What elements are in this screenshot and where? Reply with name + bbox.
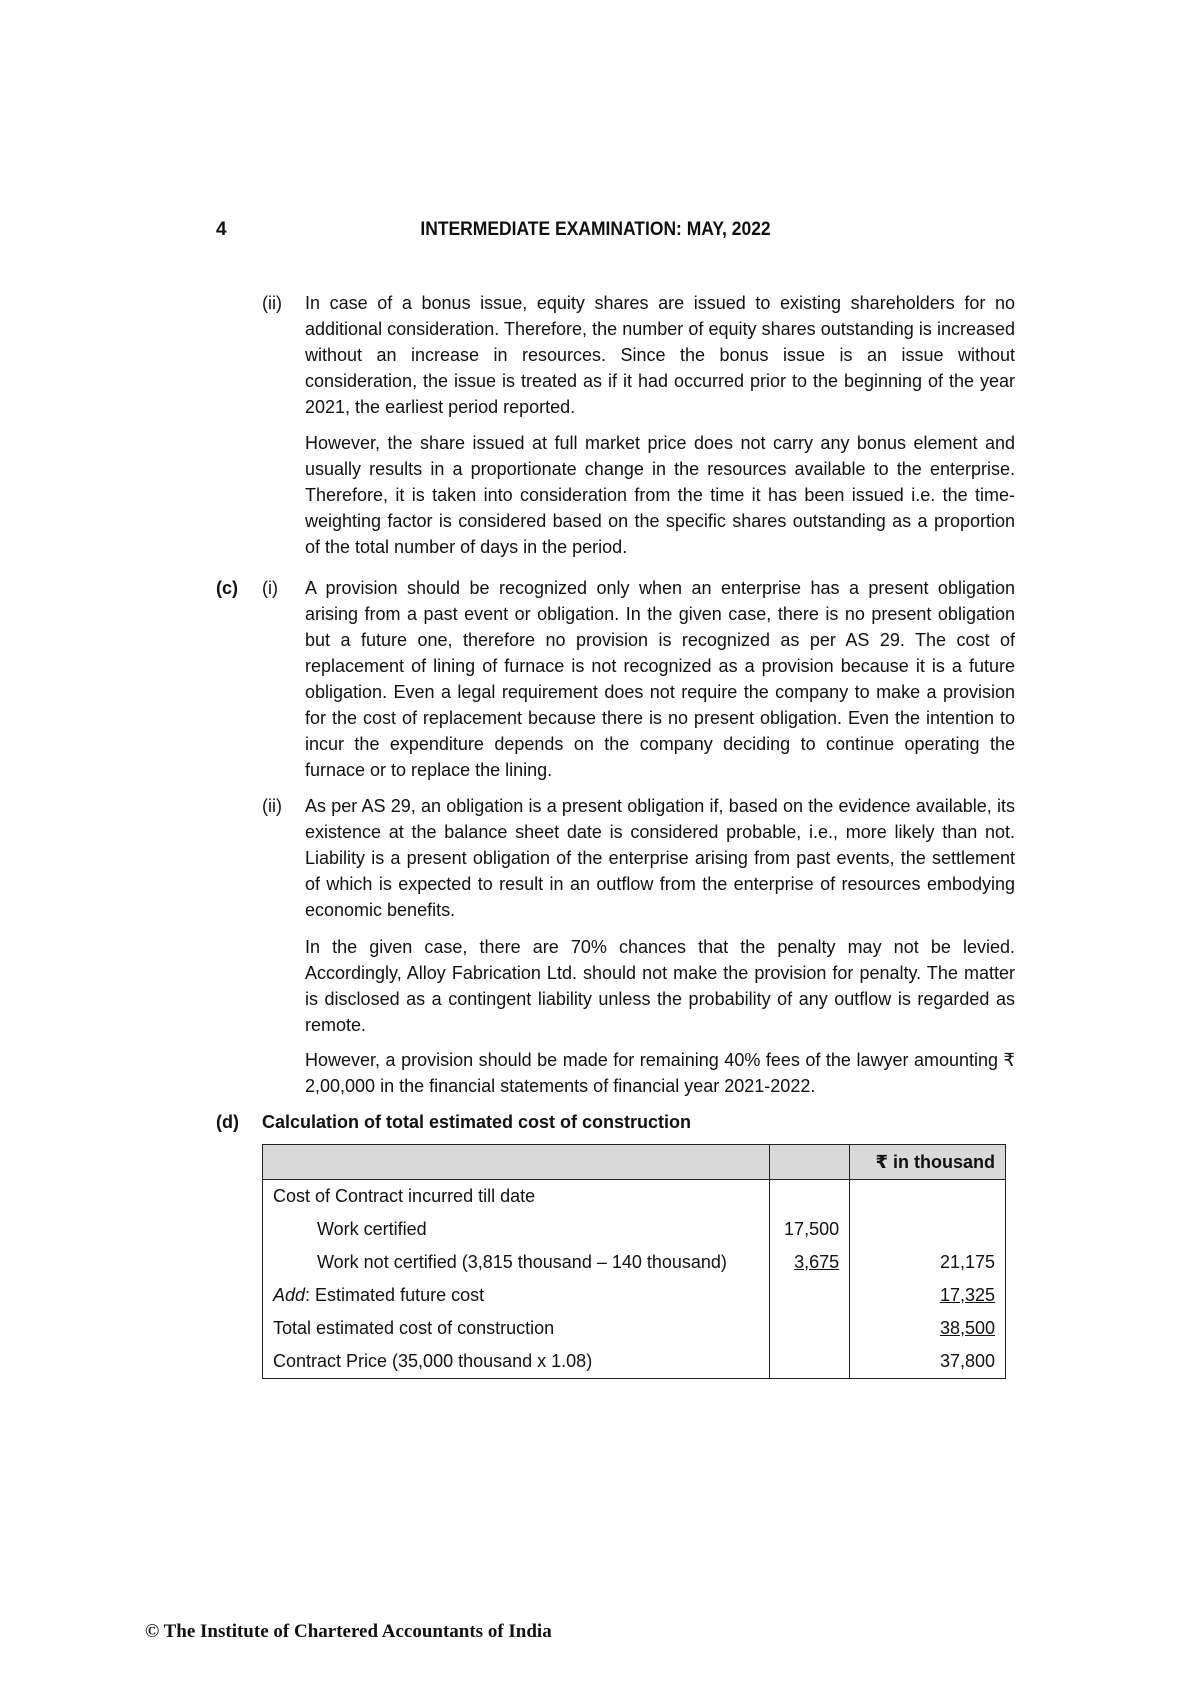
part-label-c: (c): [216, 578, 238, 598]
table-row: [263, 1312, 1006, 1345]
section-heading: Calculation of total estimated cost of construction: [262, 1112, 692, 1132]
paragraph-lawyer-fees: However, a provision should be made for remaining 40% fees of the lawyer amounting ₹ 2,00,000 in the financial statements of financial year 2021-2022.: [305, 1050, 1015, 1096]
table-row: [263, 1180, 1006, 1214]
table-header-cell: [770, 1145, 850, 1180]
cost-table: [262, 1144, 1006, 1379]
table-header-row: [263, 1145, 1006, 1180]
table-header-unit: ₹ in thousand: [850, 1145, 1006, 1180]
paragraph-penalty: In the given case, there are 70% chances that the penalty may not be levied. Accordingly, Alloy Fabrication Ltd. should not make the provision for penalty. The matter is disclosed as a contingent liability unless the probability of any outflow is regarded as remote.: [305, 937, 1015, 1035]
page-header-title: INTERMEDIATE EXAMINATION: MAY, 2022: [420, 219, 771, 240]
row-label-rest: : Estimated future cost: [305, 1285, 485, 1305]
row-mid-value: 3,675: [794, 1252, 840, 1272]
page-number: 4: [216, 219, 227, 240]
row-right-value: 21,175: [850, 1246, 1006, 1279]
paragraph-full-market-price: However, the share issued at full market price does not carry any bonus element and usually results in a proportionate change in the resources available to the enterprise. Therefore, it is taken into consideration from the time it has been issued i.e. the time-weighting factor is considered based on the specific shares outstanding as a proportion of the total number of days in the period.: [305, 433, 1015, 557]
row-label: Total estimated cost of construction: [263, 1312, 770, 1345]
row-label: [263, 1279, 770, 1312]
row-mid-value: 17,500: [770, 1213, 850, 1246]
sub-label-ii: (ii): [262, 293, 282, 313]
row-label-italic: Add: [273, 1285, 306, 1305]
sub-label-i: (i): [262, 578, 278, 598]
paragraph-provision-recognition: A provision should be recognized only when an enterprise has a present obligation arising from a past event or obligation. In the given case, there is no present obligation but a future one, therefore no provision is recognized as per AS 29. The cost of replacement of lining of furnace is not recognized as a provision because it is a future obligation. Even a legal requirement does not require the company to make a provision for the cost of replacement because there is no present obligation. Even the intention to incur the expenditure depends on the company deciding to continue operating the furnace or to replace the lining.: [305, 578, 1015, 780]
row-right-value: 17,325: [939, 1285, 995, 1305]
paragraph-bonus-issue: In case of a bonus issue, equity shares are issued to existing shareholders for no additional consideration. Therefore, the number of equity shares outstanding is increased without an increase in resources. Since the bonus issue is an issue without consideration, the issue is treated as if it had occurred prior to the beginning of the year 2021, the earliest period reported.: [305, 293, 1015, 417]
table-header-cell: [263, 1145, 770, 1180]
row-right-value: 37,800: [850, 1345, 1006, 1379]
sub-label-ii: (ii): [262, 796, 282, 816]
paragraph-present-obligation: As per AS 29, an obligation is a present obligation if, based on the evidence available, its existence at the balance sheet date is considered probable, i.e., more likely than not. Liability is a present obligation of the enterprise arising from past events, the settlement of which is expected to result in an outflow from the enterprise of resources embodying economic benefits.: [305, 796, 1015, 920]
row-label: Contract Price (35,000 thousand x 1.08): [263, 1345, 770, 1379]
row-label: Cost of Contract incurred till date: [263, 1180, 770, 1214]
footer-copyright: © The Institute of Chartered Accountants of India: [145, 1621, 552, 1642]
table-row: [263, 1213, 1006, 1246]
table-row: [263, 1279, 1006, 1312]
row-label: Work certified: [263, 1213, 770, 1246]
row-right-value: 38,500: [939, 1318, 995, 1338]
part-label-d: (d): [216, 1112, 239, 1132]
table-row: [263, 1246, 1006, 1279]
row-label: Work not certified (3,815 thousand – 140 thousand): [263, 1246, 770, 1279]
table-row: [263, 1345, 1006, 1379]
